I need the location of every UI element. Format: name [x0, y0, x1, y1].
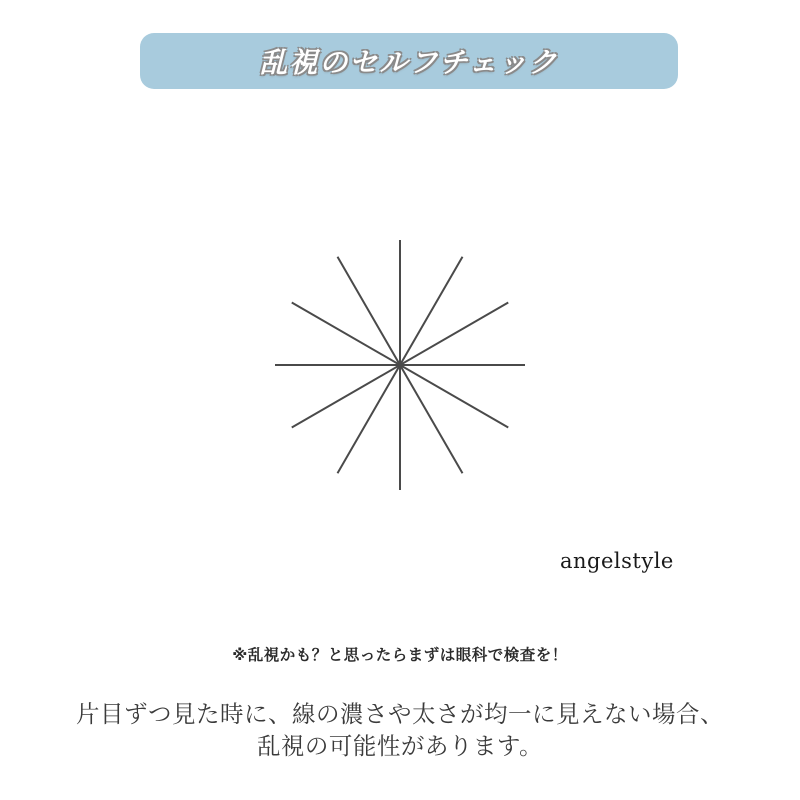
description-line-1: 片目ずつ見た時に、線の濃さや太さが均一に見えない場合、: [76, 700, 724, 728]
page-title: 乱視のセルフチェック: [259, 46, 559, 79]
title-banner: [140, 33, 678, 89]
astigmatism-fan-chart: [160, 120, 640, 605]
radial-lines-svg: [160, 120, 640, 605]
description-line-2: 乱視の可能性があります。: [256, 732, 544, 761]
watermark-angelstyle: angelstyle: [560, 549, 674, 573]
clinic-note: ※乱視かも？と思ったらまずは眼科で検査を！: [232, 646, 568, 664]
description-text: [0, 698, 800, 763]
radial-line-group: [275, 240, 525, 490]
